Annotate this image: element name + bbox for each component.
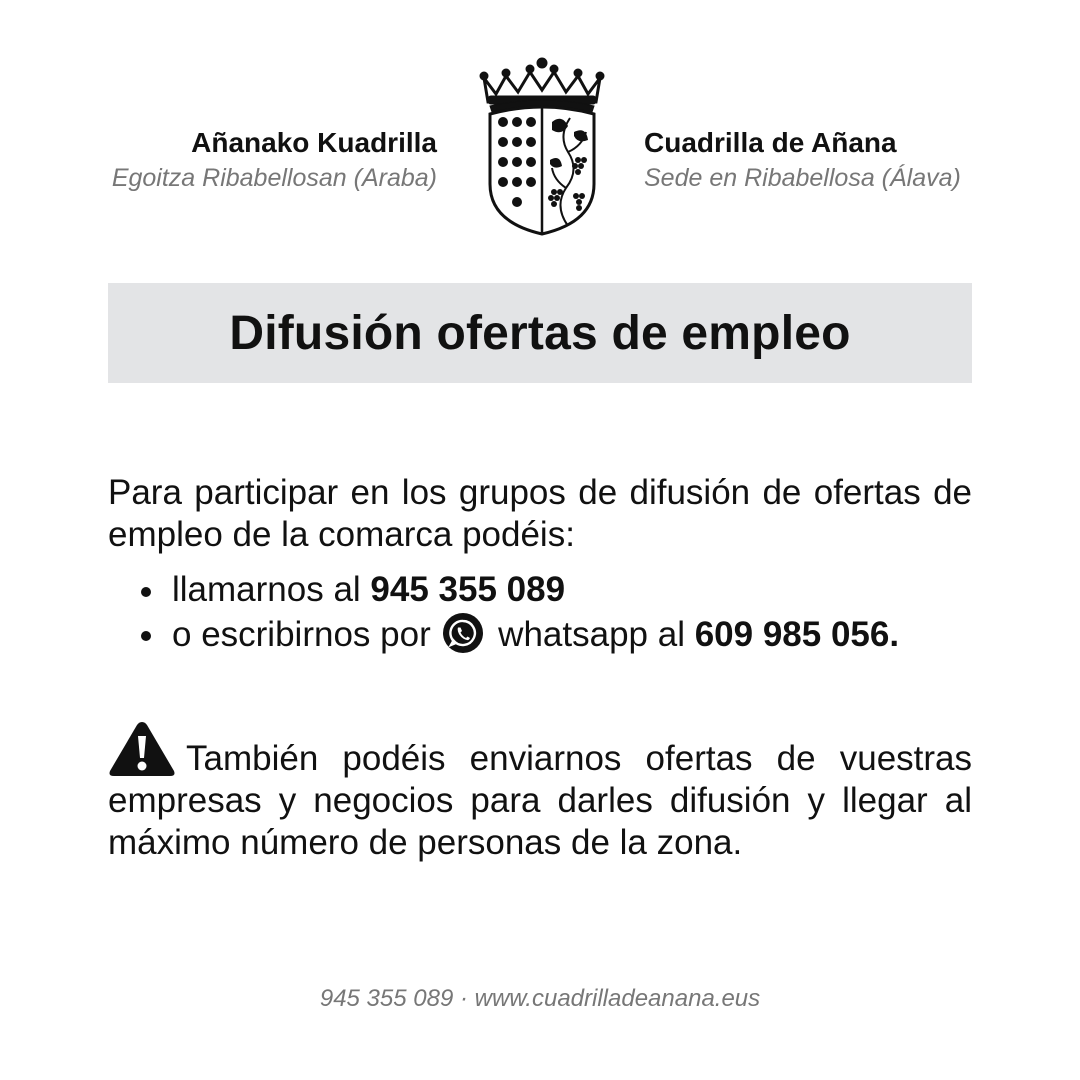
notice-text bbox=[108, 720, 972, 864]
notice-body: También podéis enviarnos ofertas de vuestras empresas y negocios para darles difusión y llegar al máximo número de personas de la zona. bbox=[108, 739, 972, 862]
org-basque-name: Añanako Kuadrilla bbox=[191, 127, 437, 158]
org-basque bbox=[112, 126, 437, 193]
org-spanish-name: Cuadrilla de Añana bbox=[644, 127, 897, 158]
org-basque-seat: Egoitza Ribabellosan (Araba) bbox=[111, 163, 437, 192]
warning-icon bbox=[108, 720, 176, 778]
whatsapp-icon bbox=[442, 612, 484, 654]
footer-contact: 945 355 089 · www.cuadrilladeanana.eus bbox=[319, 985, 761, 1012]
org-spanish bbox=[644, 126, 961, 193]
page-title: Difusión ofertas de empleo bbox=[229, 306, 851, 360]
contact-list bbox=[108, 568, 972, 657]
whatsapp-label-after: whatsapp al bbox=[488, 615, 695, 654]
list-item-whatsapp bbox=[108, 612, 972, 657]
phone-label: llamarnos al bbox=[172, 570, 371, 609]
coat-of-arms-icon bbox=[470, 56, 614, 238]
title-banner bbox=[108, 283, 972, 383]
org-spanish-seat: Sede en Ribabellosa (Álava) bbox=[644, 163, 961, 192]
list-item-phone bbox=[108, 568, 972, 612]
bullet-icon bbox=[141, 631, 151, 641]
bullet-icon bbox=[141, 587, 151, 597]
phone-number: 945 355 089 bbox=[370, 570, 566, 609]
intro-text: Para participar en los grupos de difusión de ofertas de empleo de la comarca podéis: bbox=[108, 473, 972, 554]
whatsapp-label-before: o escribirnos por bbox=[172, 615, 441, 654]
whatsapp-number: 609 985 056. bbox=[694, 615, 900, 654]
